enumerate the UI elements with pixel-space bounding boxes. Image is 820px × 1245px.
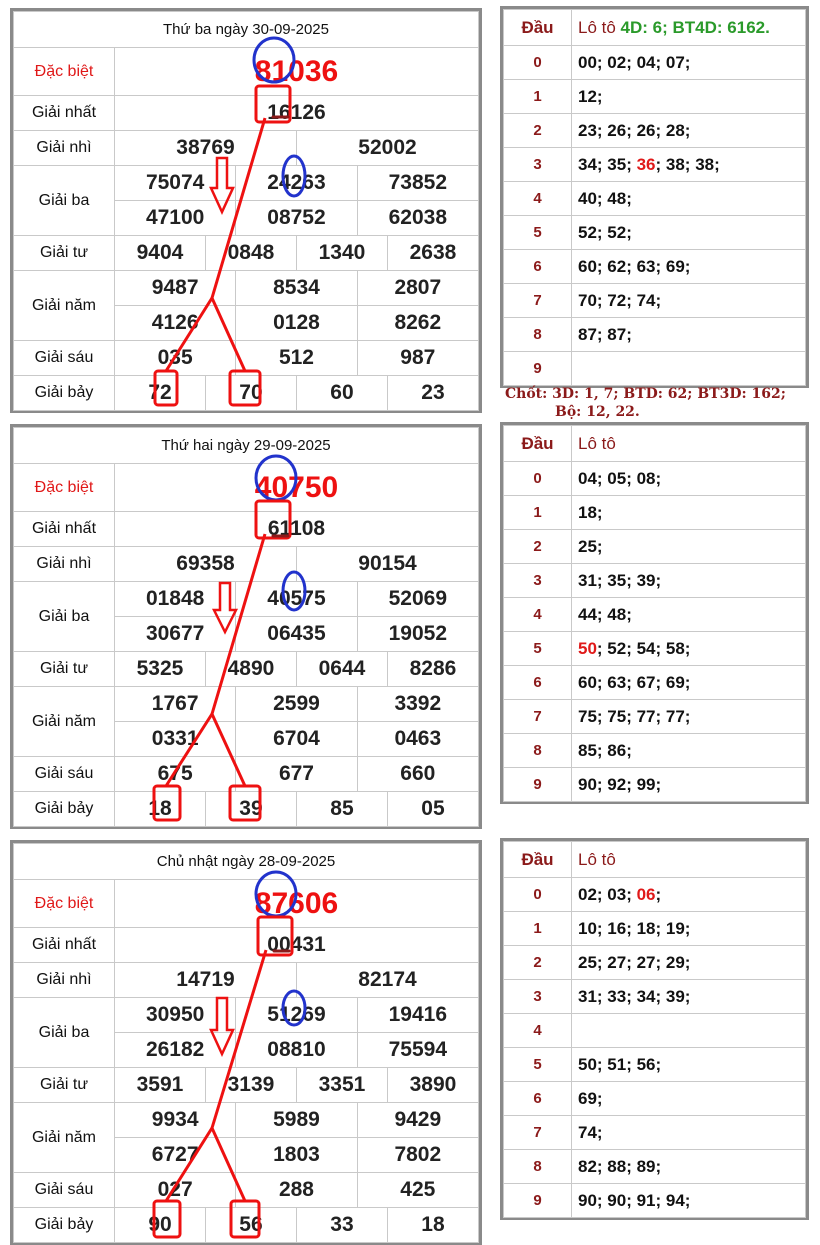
special-prize-number: 87606	[115, 880, 479, 928]
prize-number: 70	[205, 376, 296, 411]
row-label-second: Giải nhì	[14, 547, 115, 582]
prize-number: 06435	[236, 617, 357, 652]
col-header-loto: Lô tô 4D: 6; BT4D: 6162.	[572, 10, 806, 46]
row-label-fifth: Giải năm	[14, 271, 115, 341]
loto-table-panel	[500, 6, 809, 388]
row-label-third: Giải ba	[14, 166, 115, 236]
dau-digit: 3	[504, 148, 572, 182]
loto-row	[504, 148, 806, 182]
prize-number: 660	[357, 757, 478, 792]
prize-number: 4890	[205, 652, 296, 687]
prize-number: 73852	[357, 166, 478, 201]
loto-table	[503, 841, 806, 1218]
dau-digit: 8	[504, 734, 572, 768]
loto-values: 00; 02; 04; 07;	[572, 46, 806, 80]
prize-number: 08810	[236, 1033, 357, 1068]
row-label-seventh: Giải bảy	[14, 376, 115, 411]
prize-number: 90154	[296, 547, 478, 582]
results-table-panel	[10, 8, 482, 413]
prize-number: 56	[205, 1208, 296, 1243]
draw-date-header: Thứ ba ngày 30-09-2025	[14, 12, 479, 48]
loto-row	[504, 946, 806, 980]
first-prize-number: 61108	[115, 512, 479, 547]
prize-number: 6727	[115, 1138, 236, 1173]
row-label-first: Giải nhất	[14, 96, 115, 131]
loto-row	[504, 46, 806, 80]
prize-number: 05	[387, 792, 478, 827]
dau-digit: 5	[504, 632, 572, 666]
prize-number: 0463	[357, 722, 478, 757]
loto-values: 52; 52;	[572, 216, 806, 250]
results-table-panel	[10, 424, 482, 829]
dau-digit: 4	[504, 1014, 572, 1048]
dau-digit: 1	[504, 80, 572, 114]
row-label-third: Giải ba	[14, 998, 115, 1068]
prize-number: 52002	[296, 131, 478, 166]
loto-row	[504, 666, 806, 700]
dau-digit: 1	[504, 912, 572, 946]
loto-highlight: 06	[636, 884, 656, 904]
prize-number: 82174	[296, 963, 478, 998]
prize-number: 26182	[115, 1033, 236, 1068]
loto-values: 40; 48;	[572, 182, 806, 216]
prize-number: 75594	[357, 1033, 478, 1068]
loto-values: 04; 05; 08;	[572, 462, 806, 496]
loto-row	[504, 564, 806, 598]
first-prize-number: 16126	[115, 96, 479, 131]
loto-row	[504, 114, 806, 148]
row-label-third: Giải ba	[14, 582, 115, 652]
row-label-fourth: Giải tư	[14, 1068, 115, 1103]
prize-number: 2807	[357, 271, 478, 306]
dau-digit: 7	[504, 1116, 572, 1150]
loto-values: 60; 62; 63; 69;	[572, 250, 806, 284]
prize-number: 75074	[115, 166, 236, 201]
loto-row	[504, 768, 806, 802]
dau-digit: 7	[504, 700, 572, 734]
prize-number: 33	[296, 1208, 387, 1243]
row-label-fourth: Giải tư	[14, 236, 115, 271]
loto-table	[503, 9, 806, 386]
loto-values: 70; 72; 74;	[572, 284, 806, 318]
loto-values: 82; 88; 89;	[572, 1150, 806, 1184]
prize-number: 38769	[115, 131, 297, 166]
loto-row	[504, 878, 806, 912]
prize-number: 47100	[115, 201, 236, 236]
prize-number: 9404	[115, 236, 206, 271]
prize-number: 2638	[387, 236, 478, 271]
draw-date-header: Chủ nhật ngày 28-09-2025	[14, 844, 479, 880]
dau-digit: 8	[504, 1150, 572, 1184]
loto-values: 18;	[572, 496, 806, 530]
loto-row	[504, 496, 806, 530]
loto-values	[572, 1014, 806, 1048]
prize-number: 027	[115, 1173, 236, 1208]
dau-digit: 0	[504, 462, 572, 496]
prize-number: 8286	[387, 652, 478, 687]
col-header-dau: Đầu	[504, 10, 572, 46]
loto-values: 50; 52; 54; 58;	[572, 632, 806, 666]
prize-number: 08752	[236, 201, 357, 236]
loto-row	[504, 632, 806, 666]
prize-number: 0644	[296, 652, 387, 687]
prize-number: 3392	[357, 687, 478, 722]
prize-number: 39	[205, 792, 296, 827]
dau-digit: 7	[504, 284, 572, 318]
loto-values: 85; 86;	[572, 734, 806, 768]
prize-number: 0848	[205, 236, 296, 271]
loto-table	[503, 425, 806, 802]
row-label-second: Giải nhì	[14, 131, 115, 166]
loto-table-panel	[500, 838, 809, 1220]
prize-number: 19416	[357, 998, 478, 1033]
loto-row	[504, 1082, 806, 1116]
prediction-note	[505, 385, 805, 421]
loto-row	[504, 1150, 806, 1184]
loto-row	[504, 700, 806, 734]
loto-row	[504, 734, 806, 768]
loto-values: 34; 35; 36; 38; 38;	[572, 148, 806, 182]
loto-values: 02; 03; 06;	[572, 878, 806, 912]
dau-digit: 4	[504, 598, 572, 632]
draw-date-header: Thứ hai ngày 29-09-2025	[14, 428, 479, 464]
loto-row	[504, 284, 806, 318]
row-label-first: Giải nhất	[14, 928, 115, 963]
prize-number: 18	[387, 1208, 478, 1243]
loto-row	[504, 318, 806, 352]
results-table	[13, 427, 479, 827]
loto-row	[504, 1184, 806, 1218]
prize-number: 19052	[357, 617, 478, 652]
prize-number: 677	[236, 757, 357, 792]
prize-number: 1803	[236, 1138, 357, 1173]
prize-number: 3591	[115, 1068, 206, 1103]
prize-number: 987	[357, 341, 478, 376]
dau-digit: 0	[504, 46, 572, 80]
col-header-loto: Lô tô	[572, 842, 806, 878]
prize-number: 30677	[115, 617, 236, 652]
loto-row	[504, 1116, 806, 1150]
loto-row	[504, 216, 806, 250]
dau-digit: 4	[504, 182, 572, 216]
loto-row	[504, 598, 806, 632]
first-prize-number: 00431	[115, 928, 479, 963]
loto-values: 69;	[572, 1082, 806, 1116]
prize-number: 425	[357, 1173, 478, 1208]
prize-number: 2599	[236, 687, 357, 722]
prize-number: 1340	[296, 236, 387, 271]
prize-number: 9934	[115, 1103, 236, 1138]
loto-values: 10; 16; 18; 19;	[572, 912, 806, 946]
loto-values: 74;	[572, 1116, 806, 1150]
prize-number: 90	[115, 1208, 206, 1243]
loto-values: 87; 87;	[572, 318, 806, 352]
row-label-fourth: Giải tư	[14, 652, 115, 687]
dau-digit: 9	[504, 1184, 572, 1218]
prize-number: 14719	[115, 963, 297, 998]
loto-values: 25; 27; 27; 29;	[572, 946, 806, 980]
prize-number: 9429	[357, 1103, 478, 1138]
dau-digit: 5	[504, 1048, 572, 1082]
dau-digit: 3	[504, 564, 572, 598]
col-header-dau: Đầu	[504, 426, 572, 462]
prize-number: 7802	[357, 1138, 478, 1173]
loto-values: 12;	[572, 80, 806, 114]
prize-number: 51269	[236, 998, 357, 1033]
row-label-sixth: Giải sáu	[14, 757, 115, 792]
loto-row	[504, 912, 806, 946]
loto-row	[504, 182, 806, 216]
results-table-panel	[10, 840, 482, 1245]
results-table	[13, 11, 479, 411]
loto-values: 31; 33; 34; 39;	[572, 980, 806, 1014]
loto-values: 90; 90; 91; 94;	[572, 1184, 806, 1218]
row-label-special: Đặc biệt	[14, 464, 115, 512]
row-label-special: Đặc biệt	[14, 48, 115, 96]
dau-digit: 2	[504, 114, 572, 148]
prize-number: 23	[387, 376, 478, 411]
dau-digit: 8	[504, 318, 572, 352]
prize-number: 01848	[115, 582, 236, 617]
dau-digit: 3	[504, 980, 572, 1014]
loto-values: 90; 92; 99;	[572, 768, 806, 802]
prize-number: 8262	[357, 306, 478, 341]
prize-number: 62038	[357, 201, 478, 236]
dau-digit: 2	[504, 530, 572, 564]
col-header-loto: Lô tô	[572, 426, 806, 462]
special-prize-number: 81036	[115, 48, 479, 96]
prize-number: 0128	[236, 306, 357, 341]
row-label-fifth: Giải năm	[14, 1103, 115, 1173]
loto-row	[504, 1048, 806, 1082]
prize-number: 3351	[296, 1068, 387, 1103]
loto-values	[572, 352, 806, 386]
special-prize-number: 40750	[115, 464, 479, 512]
prize-number: 60	[296, 376, 387, 411]
prize-number: 5989	[236, 1103, 357, 1138]
prize-number: 1767	[115, 687, 236, 722]
col-header-dau: Đầu	[504, 842, 572, 878]
loto-row	[504, 530, 806, 564]
loto-row	[504, 352, 806, 386]
prize-number: 288	[236, 1173, 357, 1208]
row-label-special: Đặc biệt	[14, 880, 115, 928]
dau-digit: 2	[504, 946, 572, 980]
dau-digit: 6	[504, 1082, 572, 1116]
prize-number: 3139	[205, 1068, 296, 1103]
loto-highlight: 36	[636, 154, 656, 174]
loto-values: 50; 51; 56;	[572, 1048, 806, 1082]
prize-number: 6704	[236, 722, 357, 757]
prize-number: 4126	[115, 306, 236, 341]
loto-row	[504, 250, 806, 284]
prize-number: 18	[115, 792, 206, 827]
row-label-sixth: Giải sáu	[14, 341, 115, 376]
prize-number: 035	[115, 341, 236, 376]
row-label-fifth: Giải năm	[14, 687, 115, 757]
loto-values: 44; 48;	[572, 598, 806, 632]
row-label-seventh: Giải bảy	[14, 792, 115, 827]
loto-extra-note: 4D: 6; BT4D: 6162.	[620, 17, 770, 37]
prize-number: 512	[236, 341, 357, 376]
prize-number: 0331	[115, 722, 236, 757]
dau-digit: 5	[504, 216, 572, 250]
prize-number: 85	[296, 792, 387, 827]
prize-number: 5325	[115, 652, 206, 687]
loto-values: 75; 75; 77; 77;	[572, 700, 806, 734]
loto-values: 23; 26; 26; 28;	[572, 114, 806, 148]
loto-highlight: 50	[578, 638, 597, 658]
dau-digit: 1	[504, 496, 572, 530]
loto-table-panel	[500, 422, 809, 804]
dau-digit: 9	[504, 768, 572, 802]
loto-row	[504, 980, 806, 1014]
prize-number: 675	[115, 757, 236, 792]
results-table	[13, 843, 479, 1243]
prize-number: 8534	[236, 271, 357, 306]
row-label-sixth: Giải sáu	[14, 1173, 115, 1208]
dau-digit: 9	[504, 352, 572, 386]
dau-digit: 6	[504, 250, 572, 284]
row-label-seventh: Giải bảy	[14, 1208, 115, 1243]
prize-number: 9487	[115, 271, 236, 306]
prize-number: 69358	[115, 547, 297, 582]
dau-digit: 6	[504, 666, 572, 700]
loto-row	[504, 1014, 806, 1048]
dau-digit: 0	[504, 878, 572, 912]
prize-number: 52069	[357, 582, 478, 617]
prediction-line-1: Chốt: 3D: 1, 7; BTD: 62; BT3D: 162;	[505, 386, 786, 402]
loto-values: 31; 35; 39;	[572, 564, 806, 598]
prize-number: 24263	[236, 166, 357, 201]
prize-number: 72	[115, 376, 206, 411]
row-label-second: Giải nhì	[14, 963, 115, 998]
loto-values: 25;	[572, 530, 806, 564]
prediction-line-2: Bộ: 12, 22.	[555, 404, 640, 420]
prize-number: 40575	[236, 582, 357, 617]
loto-row	[504, 462, 806, 496]
row-label-first: Giải nhất	[14, 512, 115, 547]
loto-row	[504, 80, 806, 114]
loto-values: 60; 63; 67; 69;	[572, 666, 806, 700]
prize-number: 30950	[115, 998, 236, 1033]
prize-number: 3890	[387, 1068, 478, 1103]
